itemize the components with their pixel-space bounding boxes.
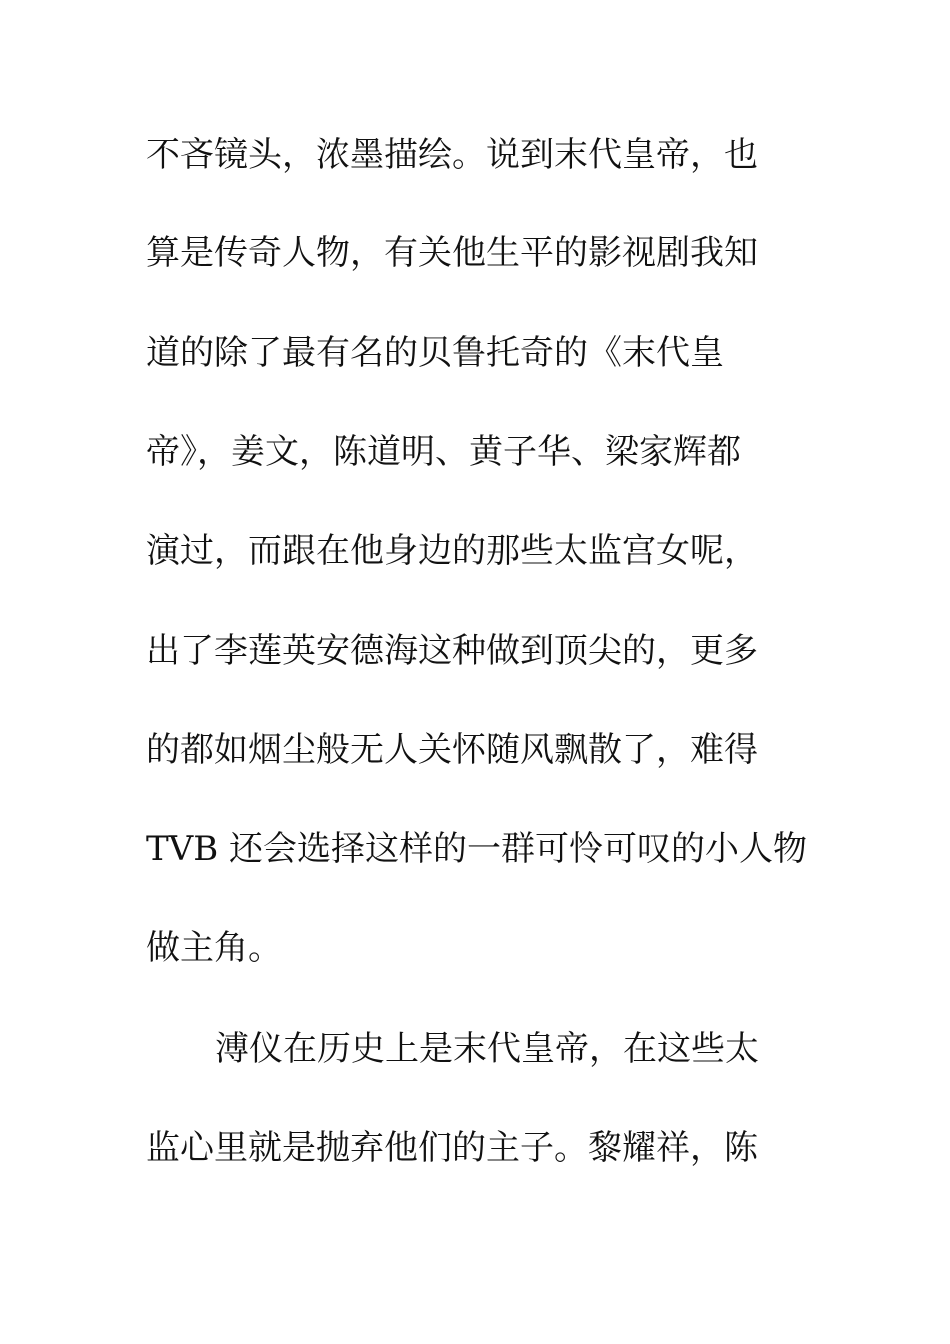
text-line: 监心里就是抛弃他们的主子。黎耀祥，陈 [146, 1128, 758, 1168]
text-line: 帝》，姜文，陈道明、黄子华、梁家辉都 [146, 432, 741, 472]
text-line: 的都如烟尘般无人关怀随风飘散了，难得 [146, 730, 758, 770]
text-line: 道的除了最有名的贝鲁托奇的《末代皇 [146, 333, 724, 373]
paragraph-first-line: 溥仪在历史上是末代皇帝，在这些太 [215, 1029, 759, 1069]
text-line: 演过，而跟在他身边的那些太监宫女呢， [146, 531, 758, 571]
text-line: 做主角。 [146, 928, 282, 968]
text-line: 不吝镜头，浓墨描绘。说到末代皇帝，也 [146, 135, 758, 175]
text-line: 出了李莲英安德海这种做到顶尖的，更多 [146, 631, 758, 671]
text-line: 算是传奇人物，有关他生平的影视剧我知 [146, 233, 758, 273]
text-line: TVB 还会选择这样的一群可怜可叹的小人物 [146, 829, 808, 869]
